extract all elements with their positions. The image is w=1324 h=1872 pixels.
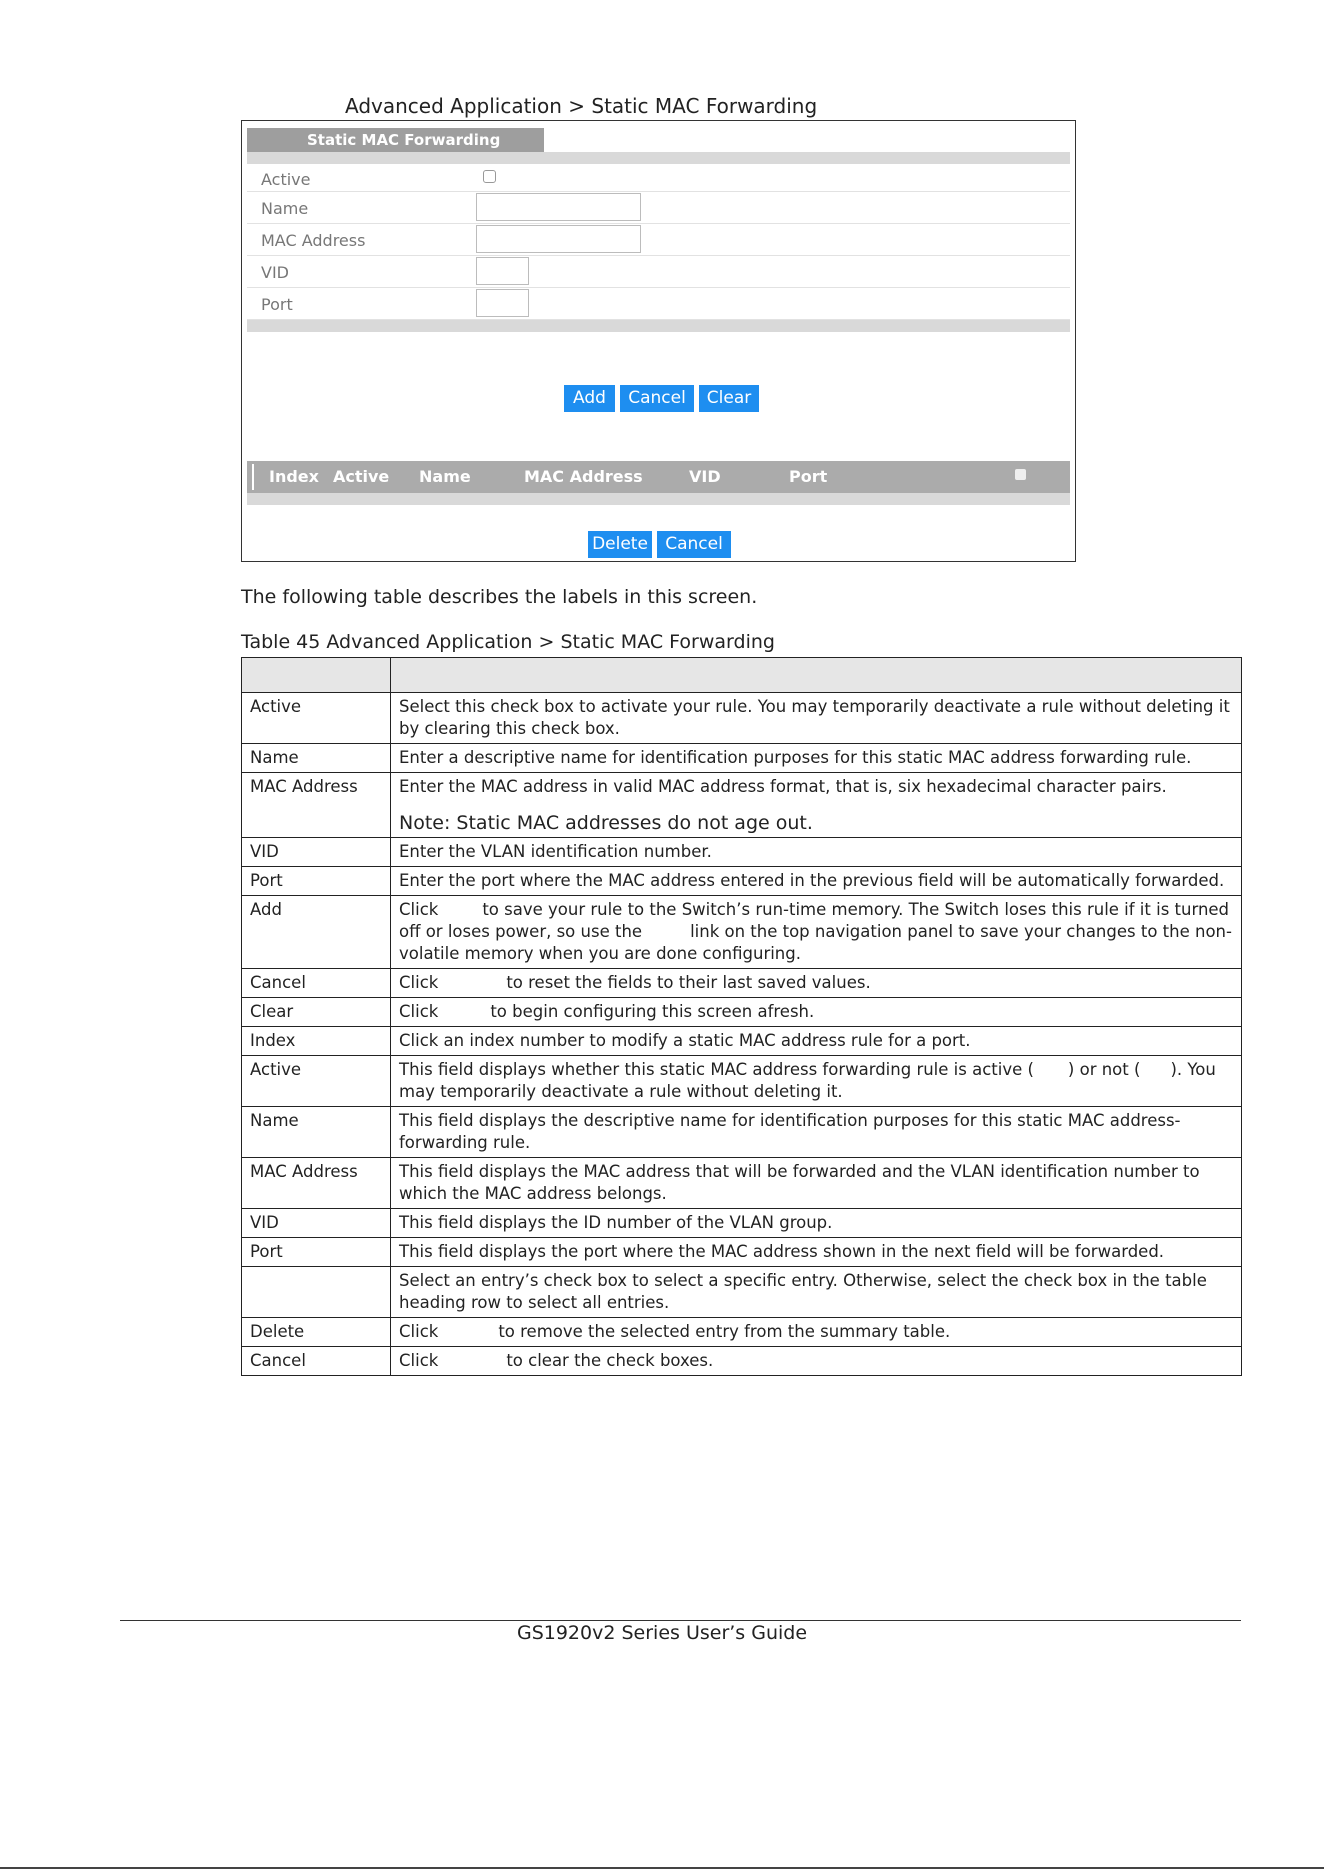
row-description-text: Click <box>399 1002 439 1021</box>
form-area <box>247 164 1070 320</box>
bottom-edge-line <box>0 1867 1324 1869</box>
row-label: VID <box>242 1209 391 1238</box>
row-description <box>391 896 1242 969</box>
delete-button[interactable]: Delete <box>588 531 652 558</box>
row-description <box>391 998 1242 1027</box>
row-description-text: Enter the MAC address in valid MAC address format, that is, six hexadecimal character pairs. <box>399 777 1167 796</box>
row-description-text: Click <box>399 973 439 992</box>
active-label: Active <box>261 170 311 189</box>
figure-caption: Advanced Application > Static MAC Forwarding <box>345 94 818 118</box>
row-description <box>391 969 1242 998</box>
form-row-active <box>247 164 1070 192</box>
table-row <box>242 1238 1242 1267</box>
row-label: Active <box>242 1056 391 1107</box>
row-label: Active <box>242 693 391 744</box>
table-row <box>242 1107 1242 1158</box>
cancel-button[interactable]: Cancel <box>620 385 694 412</box>
table-row <box>242 1318 1242 1347</box>
row-description-text: to reset the fields to their last saved values. <box>506 973 871 992</box>
row-description-text: to begin configuring this screen afresh. <box>490 1002 815 1021</box>
table-row <box>242 1027 1242 1056</box>
row-description-text: Click <box>399 900 439 919</box>
port-input[interactable] <box>476 289 529 317</box>
row-description: This field displays the descriptive name for identification purposes for this static MAC address-forwarding rule. <box>391 1107 1242 1158</box>
row-description <box>391 773 1242 838</box>
summary-table-body <box>247 493 1070 505</box>
row-label: MAC Address <box>242 1158 391 1209</box>
row-label: Cancel <box>242 969 391 998</box>
row-description <box>391 1056 1242 1107</box>
column-active: Active <box>333 467 390 486</box>
port-label: Port <box>261 295 293 314</box>
mac-address-label: MAC Address <box>261 231 366 250</box>
screen-tab-title: Static MAC Forwarding <box>247 128 544 152</box>
table-row <box>242 896 1242 969</box>
row-label: Index <box>242 1027 391 1056</box>
table-row <box>242 1347 1242 1376</box>
row-description: Enter a descriptive name for identification purposes for this static MAC address forwarding rule. <box>391 744 1242 773</box>
footer-divider <box>120 1620 1241 1621</box>
row-label: MAC Address <box>242 773 391 838</box>
row-description-text: This field displays whether this static MAC address forwarding rule is active ( <box>399 1060 1034 1079</box>
row-description: Select this check box to activate your rule. You may temporarily deactivate a rule without deleting it by clearing this check box. <box>391 693 1242 744</box>
table-row <box>242 744 1242 773</box>
clear-button[interactable]: Clear <box>699 385 759 412</box>
row-label <box>242 1267 391 1318</box>
row-label: Name <box>242 1107 391 1158</box>
table-caption: Table 45 Advanced Application > Static MAC Forwarding <box>241 631 775 653</box>
row-label: Port <box>242 867 391 896</box>
static-mac-forwarding-screen <box>241 120 1076 562</box>
row-label: VID <box>242 838 391 867</box>
row-label: Cancel <box>242 1347 391 1376</box>
table-row <box>242 1056 1242 1107</box>
header-edge <box>252 464 254 490</box>
mac-address-input[interactable] <box>476 225 641 253</box>
table-row <box>242 969 1242 998</box>
row-description-text: ). You may temporarily deactivate a rule without deleting it. <box>399 1060 1216 1101</box>
row-label: Delete <box>242 1318 391 1347</box>
description-table <box>241 657 1242 1376</box>
form-footer-bar <box>247 320 1070 332</box>
header-description-cell <box>391 658 1242 693</box>
row-description-text: Click <box>399 1322 439 1341</box>
note-text: Note: Static MAC addresses do not age out. <box>399 812 813 834</box>
row-description-text: to remove the selected entry from the summary table. <box>498 1322 951 1341</box>
cancel-delete-button[interactable]: Cancel <box>657 531 731 558</box>
select-all-checkbox[interactable] <box>1015 469 1026 480</box>
row-description <box>391 1347 1242 1376</box>
row-description-text: to clear the check boxes. <box>506 1351 714 1370</box>
add-button[interactable]: Add <box>564 385 615 412</box>
table-row <box>242 1267 1242 1318</box>
form-row-mac <box>247 224 1070 256</box>
row-description: This field displays the ID number of the VLAN group. <box>391 1209 1242 1238</box>
row-description: This field displays the MAC address that will be forwarded and the VLAN identification number to which the MAC address belongs. <box>391 1158 1242 1209</box>
row-description: Click an index number to modify a static MAC address rule for a port. <box>391 1027 1242 1056</box>
column-port: Port <box>789 467 828 486</box>
row-description-text: ) or not ( <box>1067 1060 1141 1079</box>
table-row <box>242 1209 1242 1238</box>
page-footer: GS1920v2 Series User’s Guide <box>516 1622 808 1644</box>
tab-bar <box>247 152 1070 164</box>
vid-label: VID <box>261 263 289 282</box>
table-header-row <box>242 658 1242 693</box>
table-row <box>242 773 1242 838</box>
intro-text: The following table describes the labels in this screen. <box>241 586 758 608</box>
column-mac-address: MAC Address <box>524 467 643 486</box>
row-description <box>391 1318 1242 1347</box>
name-input[interactable] <box>476 193 641 221</box>
table-row <box>242 998 1242 1027</box>
row-description-text: to save your rule to the Switch’s run-time memory. The Switch loses this rule if it is turned off or loses power, so use the <box>399 900 1230 941</box>
form-row-name <box>247 192 1070 224</box>
table-row <box>242 867 1242 896</box>
form-row-vid <box>247 256 1070 288</box>
table-row <box>242 1158 1242 1209</box>
row-label: Clear <box>242 998 391 1027</box>
form-row-port <box>247 288 1070 320</box>
table-row <box>242 693 1242 744</box>
table-row <box>242 838 1242 867</box>
row-description: Enter the port where the MAC address entered in the previous field will be automatically forwarded. <box>391 867 1242 896</box>
row-description-text: link on the top navigation panel to save your changes to the non-volatile memory when you are done configuring. <box>399 922 1232 963</box>
row-description: Enter the VLAN identification number. <box>391 838 1242 867</box>
row-description: This field displays the port where the MAC address shown in the next field will be forwarded. <box>391 1238 1242 1267</box>
row-description-text: Click <box>399 1351 439 1370</box>
header-label-cell <box>242 658 391 693</box>
column-vid: VID <box>689 467 721 486</box>
row-label: Name <box>242 744 391 773</box>
summary-table-header <box>247 461 1070 493</box>
name-label: Name <box>261 199 309 218</box>
column-index: Index <box>269 467 319 486</box>
vid-input[interactable] <box>476 257 529 285</box>
active-checkbox[interactable] <box>483 170 496 183</box>
row-label: Add <box>242 896 391 969</box>
row-label: Port <box>242 1238 391 1267</box>
column-name: Name <box>419 467 471 486</box>
row-description: Select an entry’s check box to select a specific entry. Otherwise, select the check box in the table heading row to select all entries. <box>391 1267 1242 1318</box>
